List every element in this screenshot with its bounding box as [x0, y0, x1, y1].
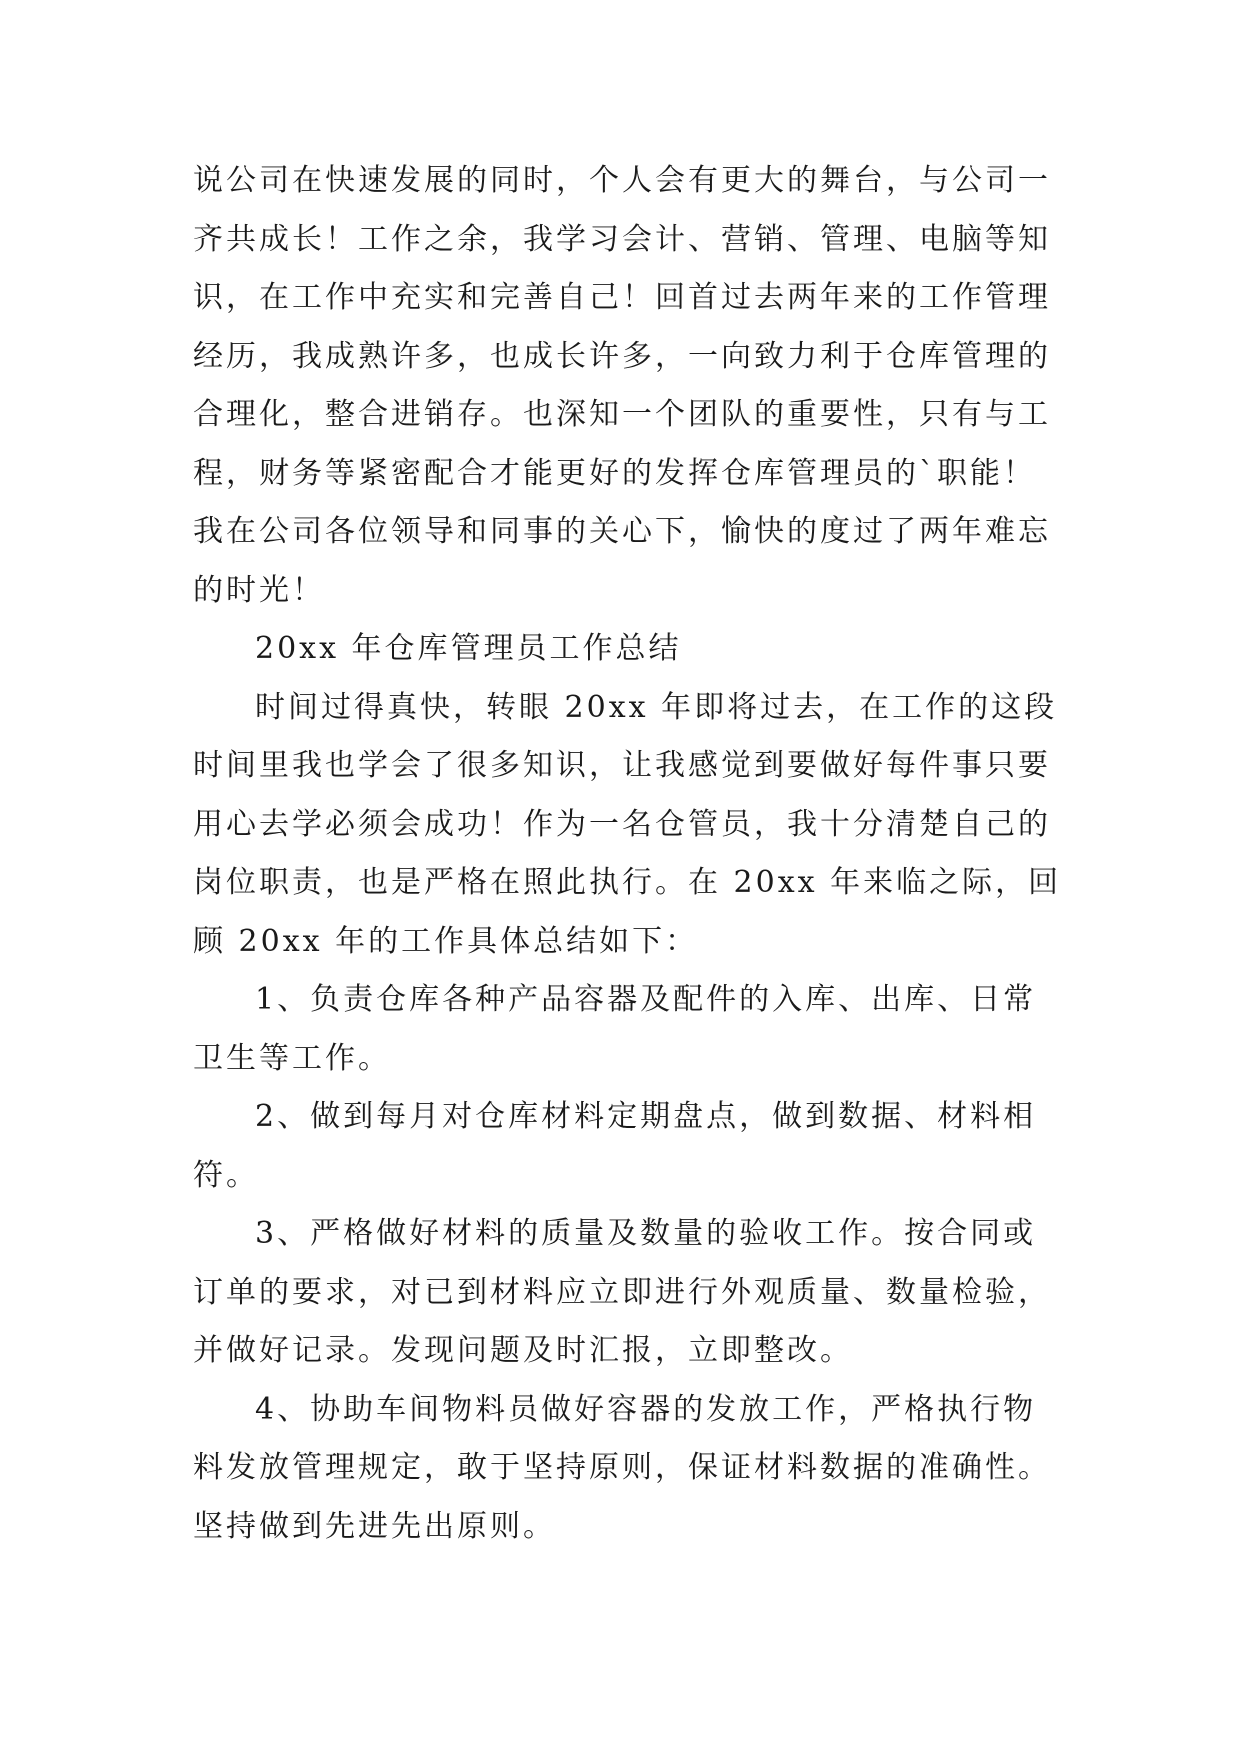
text-line: 用心去学必须会成功！作为一名仓管员，我十分清楚自己的 [193, 806, 1051, 842]
text-line: 齐共成长！工作之余，我学习会计、营销、管理、电脑等知 [193, 221, 1051, 257]
text-line: 并做好记录。发现问题及时汇报，立即整改。 [193, 1333, 853, 1368]
text-line: 合理化，整合进销存。也深知一个团队的重要性，只有与工 [193, 397, 1051, 432]
text-line: 3、严格做好材料的质量及数量的验收工作。按合同或 [255, 1216, 1037, 1251]
list-item-2 [193, 1088, 1059, 1205]
text-line: 我在公司各位领导和同事的关心下，愉快的度过了两年难忘 [193, 514, 1051, 549]
text-line: 符。 [193, 1157, 259, 1193]
text-line: 2、做到每月对仓库材料定期盘点，做到数据、材料相 [255, 1099, 1037, 1134]
text-line: 坚持做到先进先出原则。 [193, 1508, 556, 1544]
text-line: 程，财务等紧密配合才能更好的发挥仓库管理员的`职能！ [193, 455, 1036, 491]
intro-paragraph [193, 679, 1062, 972]
text-line: 1、负责仓库各种产品容器及配件的入库、出库、日常 [255, 982, 1037, 1017]
list-item-3 [193, 1205, 1059, 1381]
list-item-4 [193, 1381, 1059, 1557]
section-title-paragraph [193, 620, 1059, 679]
text-line: 经历，我成熟许多，也成长许多，一向致力利于仓库管理的 [193, 338, 1051, 374]
text-line: 的时光！ [193, 572, 325, 608]
text-line: 顾 20xx 年的工作具体总结如下： [193, 923, 699, 959]
text-line: 识，在工作中充实和完善自己！回首过去两年来的工作管理 [193, 280, 1051, 315]
text-line: 4、协助车间物料员做好容器的发放工作，严格执行物 [255, 1391, 1037, 1427]
paragraph-continued [193, 152, 1059, 620]
list-item-1 [193, 971, 1059, 1088]
text-line: 时间过得真快，转眼 20xx 年即将过去，在工作的这段 [255, 689, 1058, 725]
text-line: 卫生等工作。 [193, 1040, 391, 1076]
section-title: 20xx 年仓库管理员工作总结 [255, 631, 682, 666]
text-line: 时间里我也学会了很多知识，让我感觉到要做好每件事只要 [193, 748, 1051, 783]
text-line: 订单的要求，对已到材料应立即进行外观质量、数量检验， [193, 1274, 1051, 1310]
text-line: 岗位职责，也是严格在照此执行。在 20xx 年来临之际，回 [193, 865, 1062, 900]
document-page [193, 152, 1062, 1556]
text-line: 说公司在快速发展的同时，个人会有更大的舞台，与公司一 [193, 163, 1051, 198]
text-line: 料发放管理规定，敢于坚持原则，保证材料数据的准确性。 [193, 1450, 1051, 1485]
